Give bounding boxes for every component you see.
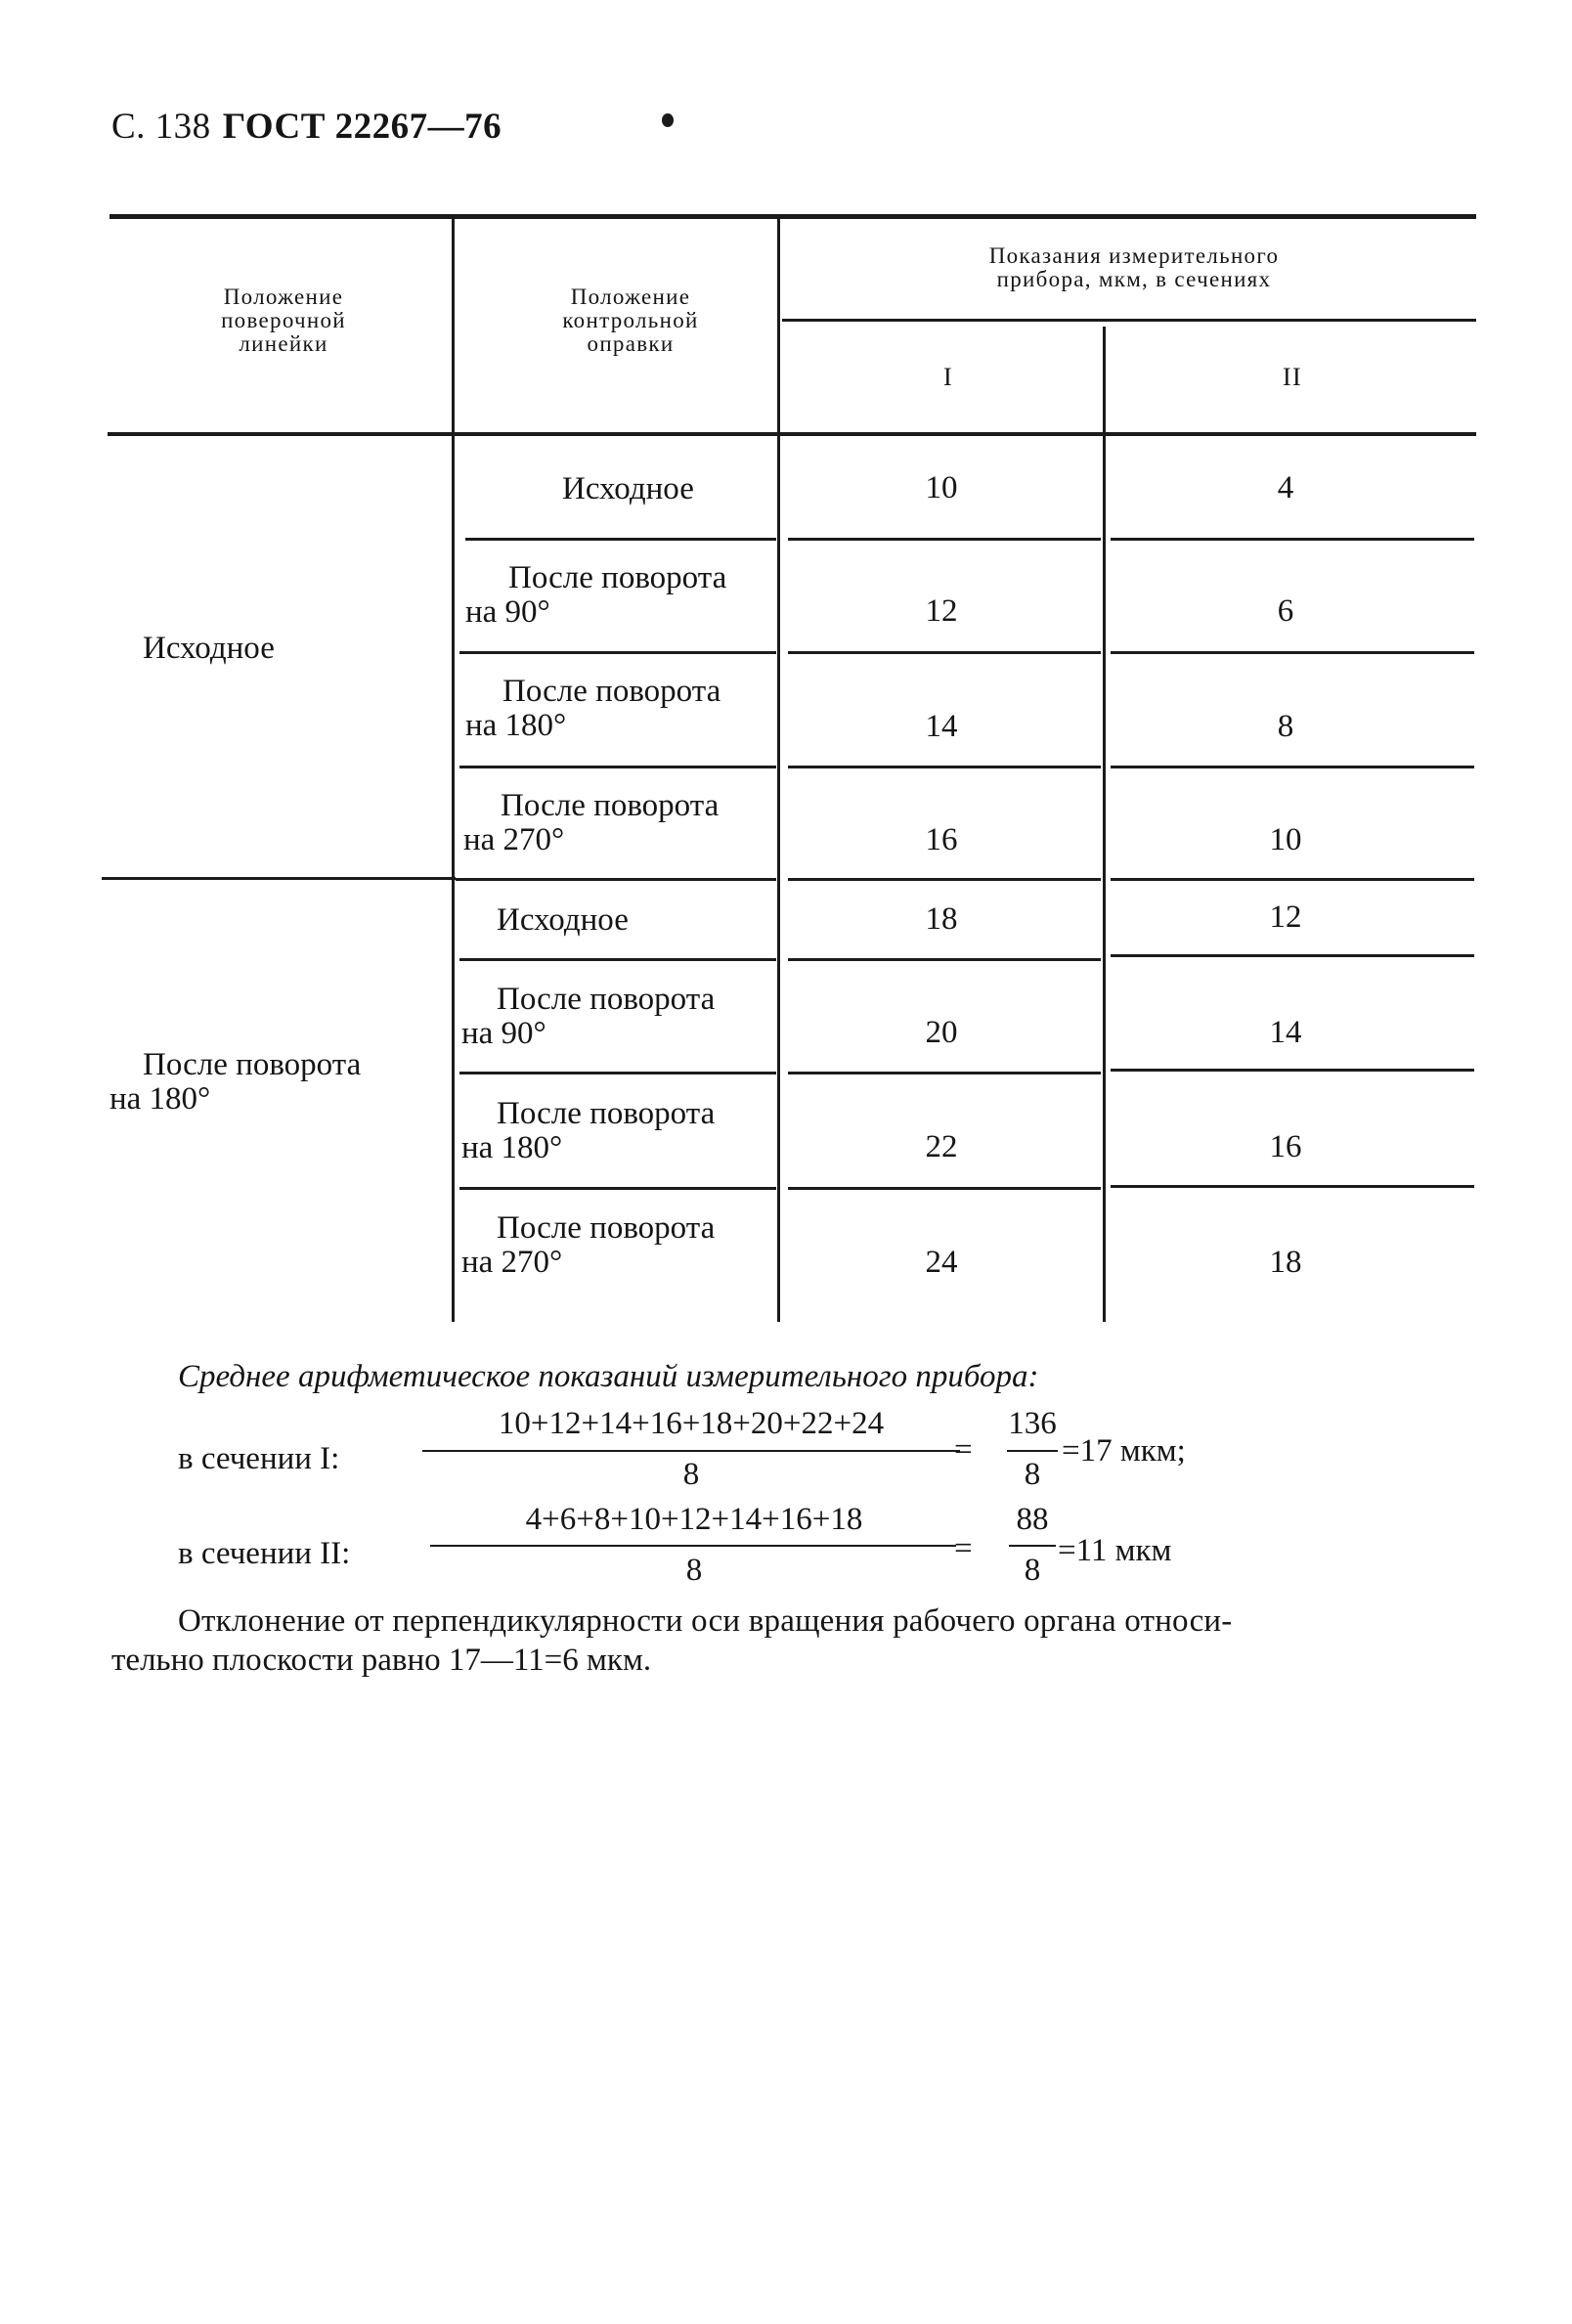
ink-dot (662, 113, 674, 127)
group-label: Исходное (143, 631, 275, 666)
section-1-numerator: 10+12+14+16+18+20+22+24 (498, 1406, 885, 1441)
cell-text: на 90° (465, 594, 550, 630)
header-line: линейки (239, 331, 328, 356)
fraction-bar (422, 1450, 960, 1452)
reading-section-2: 8 (1277, 709, 1294, 744)
cell-text: на 270° (461, 1245, 563, 1280)
table-group-rule (102, 877, 456, 880)
mandrel-position-cell (461, 1096, 716, 1165)
mandrel-position-cell (461, 1210, 716, 1280)
header-line: поверочной (221, 308, 346, 332)
page-number: С. 138 (111, 107, 211, 147)
header-line: оправки (587, 331, 675, 356)
row-rule (1111, 766, 1474, 768)
page-header (111, 106, 502, 148)
reading-section-2: 4 (1277, 470, 1294, 505)
reading-section-1: 12 (925, 593, 958, 629)
row-rule (788, 538, 1101, 541)
row-rule (1111, 1069, 1474, 1072)
mandrel-position-cell (465, 674, 721, 743)
fraction-bar (430, 1545, 956, 1547)
row-rule (459, 766, 776, 768)
header-section-2: II (1283, 363, 1302, 391)
header-line: Положение (570, 285, 691, 309)
header-ruler-position (147, 285, 420, 356)
cell-text: Исходное (562, 471, 694, 506)
table-column-rule (452, 219, 455, 1322)
conclusion-line-2: тельно плоскости равно 17—11=6 мкм. (111, 1643, 652, 1678)
row-rule (1111, 954, 1474, 957)
mandrel-position-cell (497, 903, 629, 938)
row-rule (788, 1187, 1101, 1190)
cell-text: на 270° (463, 822, 565, 857)
cell-text: на 180° (461, 1130, 563, 1165)
cell-text: После поворота (497, 1096, 716, 1131)
reading-section-2: 6 (1277, 593, 1294, 629)
mandrel-position-cell (562, 472, 694, 506)
section-2-numerator: 4+6+8+10+12+14+16+18 (525, 1502, 863, 1537)
header-line: Положение (223, 285, 344, 309)
reading-section-1: 22 (925, 1129, 958, 1164)
table-column-rule (777, 219, 780, 1322)
reading-section-1: 10 (925, 470, 958, 505)
row-rule (788, 1072, 1101, 1074)
section-2-label: в сечении II: (178, 1536, 351, 1571)
cell-text: После поворота (502, 674, 721, 709)
reading-section-1: 18 (925, 901, 958, 937)
reading-section-1: 20 (925, 1015, 958, 1050)
section-2-sum: 88 (1016, 1502, 1049, 1537)
reading-section-2: 14 (1269, 1015, 1302, 1050)
row-rule (1111, 651, 1474, 654)
mandrel-position-cell (461, 982, 716, 1051)
row-rule (456, 878, 776, 881)
header-section-1: I (943, 363, 953, 391)
header-readings (880, 244, 1388, 291)
row-rule (459, 1072, 776, 1074)
cell-text: на 90° (461, 1016, 546, 1051)
reading-section-2: 10 (1269, 822, 1302, 857)
reading-section-1: 14 (925, 709, 958, 744)
equals-sign: = (954, 1531, 973, 1566)
header-line: Показания измерительного (988, 243, 1280, 268)
fraction-bar (1007, 1450, 1058, 1452)
fraction-bar (1009, 1545, 1056, 1547)
cell-text: После поворота (497, 1210, 716, 1246)
row-rule (788, 878, 1101, 881)
header-mandrel-position (494, 285, 767, 356)
table-top-rule (109, 214, 1476, 219)
row-rule (1111, 538, 1474, 541)
section-1-count: 8 (1024, 1457, 1041, 1492)
reading-section-1: 16 (925, 822, 958, 857)
table-header-rule (108, 432, 1476, 436)
group-label: После поворота (143, 1047, 362, 1082)
section-2-result: =11 мкм (1058, 1533, 1172, 1568)
section-2-count: 8 (1024, 1553, 1041, 1588)
row-rule (1111, 1185, 1474, 1188)
group-label: на 180° (109, 1081, 211, 1117)
mandrel-position-cell (463, 788, 720, 857)
section-1-result: =17 мкм; (1062, 1433, 1186, 1469)
cell-text: на 180° (465, 708, 567, 743)
row-rule (788, 766, 1101, 768)
row-rule (465, 538, 776, 541)
row-rule (459, 958, 776, 961)
equals-sign: = (954, 1432, 973, 1468)
reading-section-2: 16 (1269, 1129, 1302, 1164)
row-rule (788, 651, 1101, 654)
header-line: контрольной (562, 308, 699, 332)
section-1-label: в сечении I: (178, 1441, 340, 1476)
section-1-denominator: 8 (682, 1457, 700, 1492)
mandrel-position-cell (465, 560, 727, 630)
cell-text: После поворота (501, 788, 720, 823)
table-subheader-rule (782, 319, 1476, 322)
standard-number: ГОСТ 22267—76 (222, 107, 502, 147)
row-rule (459, 1187, 776, 1190)
conclusion-line-1: Отклонение от перпендикулярности оси вращения рабочего органа относи- (178, 1603, 1233, 1639)
cell-text: После поворота (508, 560, 727, 595)
reading-section-1: 24 (925, 1245, 958, 1280)
section-2-denominator: 8 (685, 1553, 703, 1588)
cell-text: Исходное (497, 902, 629, 938)
row-rule (1111, 878, 1474, 881)
cell-text: После поворота (497, 982, 716, 1017)
reading-section-2: 18 (1269, 1245, 1302, 1280)
row-rule (788, 958, 1101, 961)
row-rule (459, 651, 776, 654)
table-column-rule (1103, 327, 1106, 1322)
reading-section-2: 12 (1269, 899, 1302, 935)
calc-title: Среднее арифметическое показаний измерительного прибора: (178, 1359, 1039, 1394)
section-1-sum: 136 (1008, 1406, 1057, 1441)
header-line: прибора, мкм, в сечениях (996, 267, 1272, 291)
